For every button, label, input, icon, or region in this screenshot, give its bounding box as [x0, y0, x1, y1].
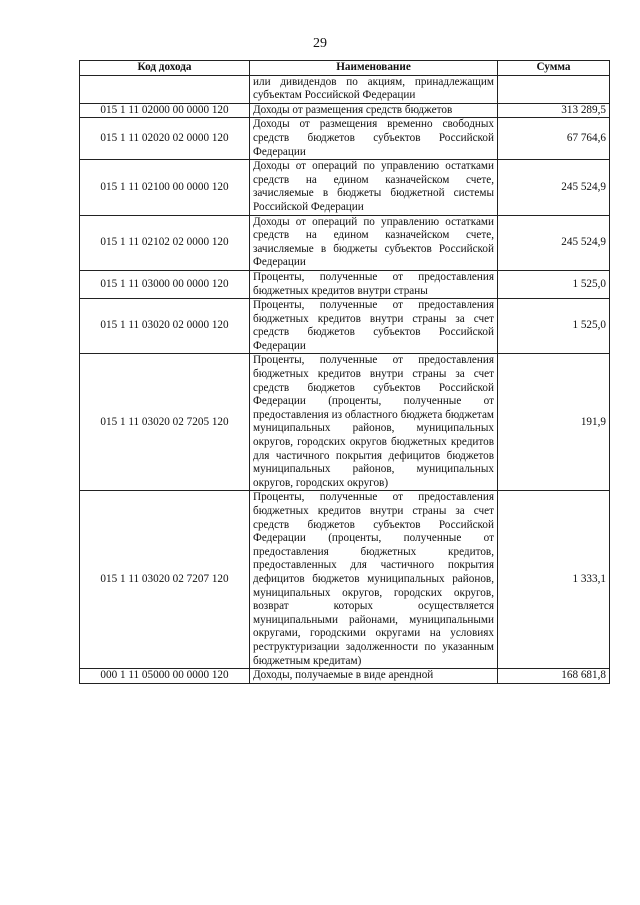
table-header-row	[80, 61, 610, 76]
row-sum: 67 764,6	[498, 118, 610, 160]
table-row	[80, 299, 610, 354]
header-name: Наименование	[250, 61, 498, 76]
header-sum: Сумма	[498, 61, 610, 76]
row-sum: 245 524,9	[498, 215, 610, 270]
header-code: Код дохода	[80, 61, 250, 76]
row-sum: 191,9	[498, 354, 610, 491]
row-code: 015 1 11 02100 00 0000 120	[80, 160, 250, 215]
row-code: 015 1 11 03020 02 7207 120	[80, 491, 250, 669]
row-sum	[498, 75, 610, 103]
row-code	[80, 75, 250, 103]
row-sum: 245 524,9	[498, 160, 610, 215]
row-name: Доходы от операций по управлению остатками средств на едином казначейском счете, зачисляемые в бюджеты субъектов Российской Федерации	[250, 215, 498, 270]
table-row	[80, 215, 610, 270]
row-name: Доходы от операций по управлению остатками средств на едином казначейском счете, зачисляемые в бюджеты бюджетной системы Российской Федерации	[250, 160, 498, 215]
row-code: 015 1 11 03000 00 0000 120	[80, 270, 250, 298]
row-name: Проценты, полученные от предоставления бюджетных кредитов внутри страны за счет средств бюджетов субъектов Российской Федерации (проценты, полученные от предоставления бюджетных кредитов, предоставленных для частичного покрытия дефицитов бюджетов муниципальных районов, муниципальных округов, городских округов, возврат которых осуществляется муниципальными районами, муниципальными округами, городскими округами на условиях реструктуризации задолженности по указанным бюджетным кредитам)	[250, 491, 498, 669]
page-number: 29	[313, 36, 327, 51]
row-sum: 313 289,5	[498, 103, 610, 118]
row-name: Проценты, полученные от предоставления бюджетных кредитов внутри страны за счет средств бюджетов субъектов Российской Федерации	[250, 299, 498, 354]
row-code: 015 1 11 02000 00 0000 120	[80, 103, 250, 118]
row-name: Проценты, полученные от предоставления бюджетных кредитов внутри страны	[250, 270, 498, 298]
row-sum: 168 681,8	[498, 669, 610, 684]
row-code: 015 1 11 02102 02 0000 120	[80, 215, 250, 270]
row-name: Доходы от размещения средств бюджетов	[250, 103, 498, 118]
revenue-table	[79, 60, 610, 684]
table-row	[80, 75, 610, 103]
row-code: 015 1 11 03020 02 7205 120	[80, 354, 250, 491]
row-sum: 1 525,0	[498, 270, 610, 298]
row-code: 000 1 11 05000 00 0000 120	[80, 669, 250, 684]
row-sum: 1 525,0	[498, 299, 610, 354]
table-row	[80, 160, 610, 215]
row-code: 015 1 11 02020 02 0000 120	[80, 118, 250, 160]
table-row	[80, 354, 610, 491]
table-row	[80, 491, 610, 669]
row-name: Проценты, полученные от предоставления бюджетных кредитов внутри страны за счет средств бюджетов субъектов Российской Федерации (проценты, полученные от предоставления из областного бюджета бюджетам муниципальных районов, муниципальных округов, городских округов бюджетных кредитов для частичного покрытия дефицитов бюджетов муниципальных районов, муниципальных округов, городских округов)	[250, 354, 498, 491]
row-name: Доходы, получаемые в виде арендной	[250, 669, 498, 684]
row-name: или дивидендов по акциям, принадлежащим субъектам Российской Федерации	[250, 75, 498, 103]
table-row	[80, 669, 610, 684]
table-row	[80, 103, 610, 118]
table-row	[80, 118, 610, 160]
row-name: Доходы от размещения временно свободных средств бюджетов субъектов Российской Федерации	[250, 118, 498, 160]
table-row	[80, 270, 610, 298]
row-sum: 1 333,1	[498, 491, 610, 669]
row-code: 015 1 11 03020 02 0000 120	[80, 299, 250, 354]
